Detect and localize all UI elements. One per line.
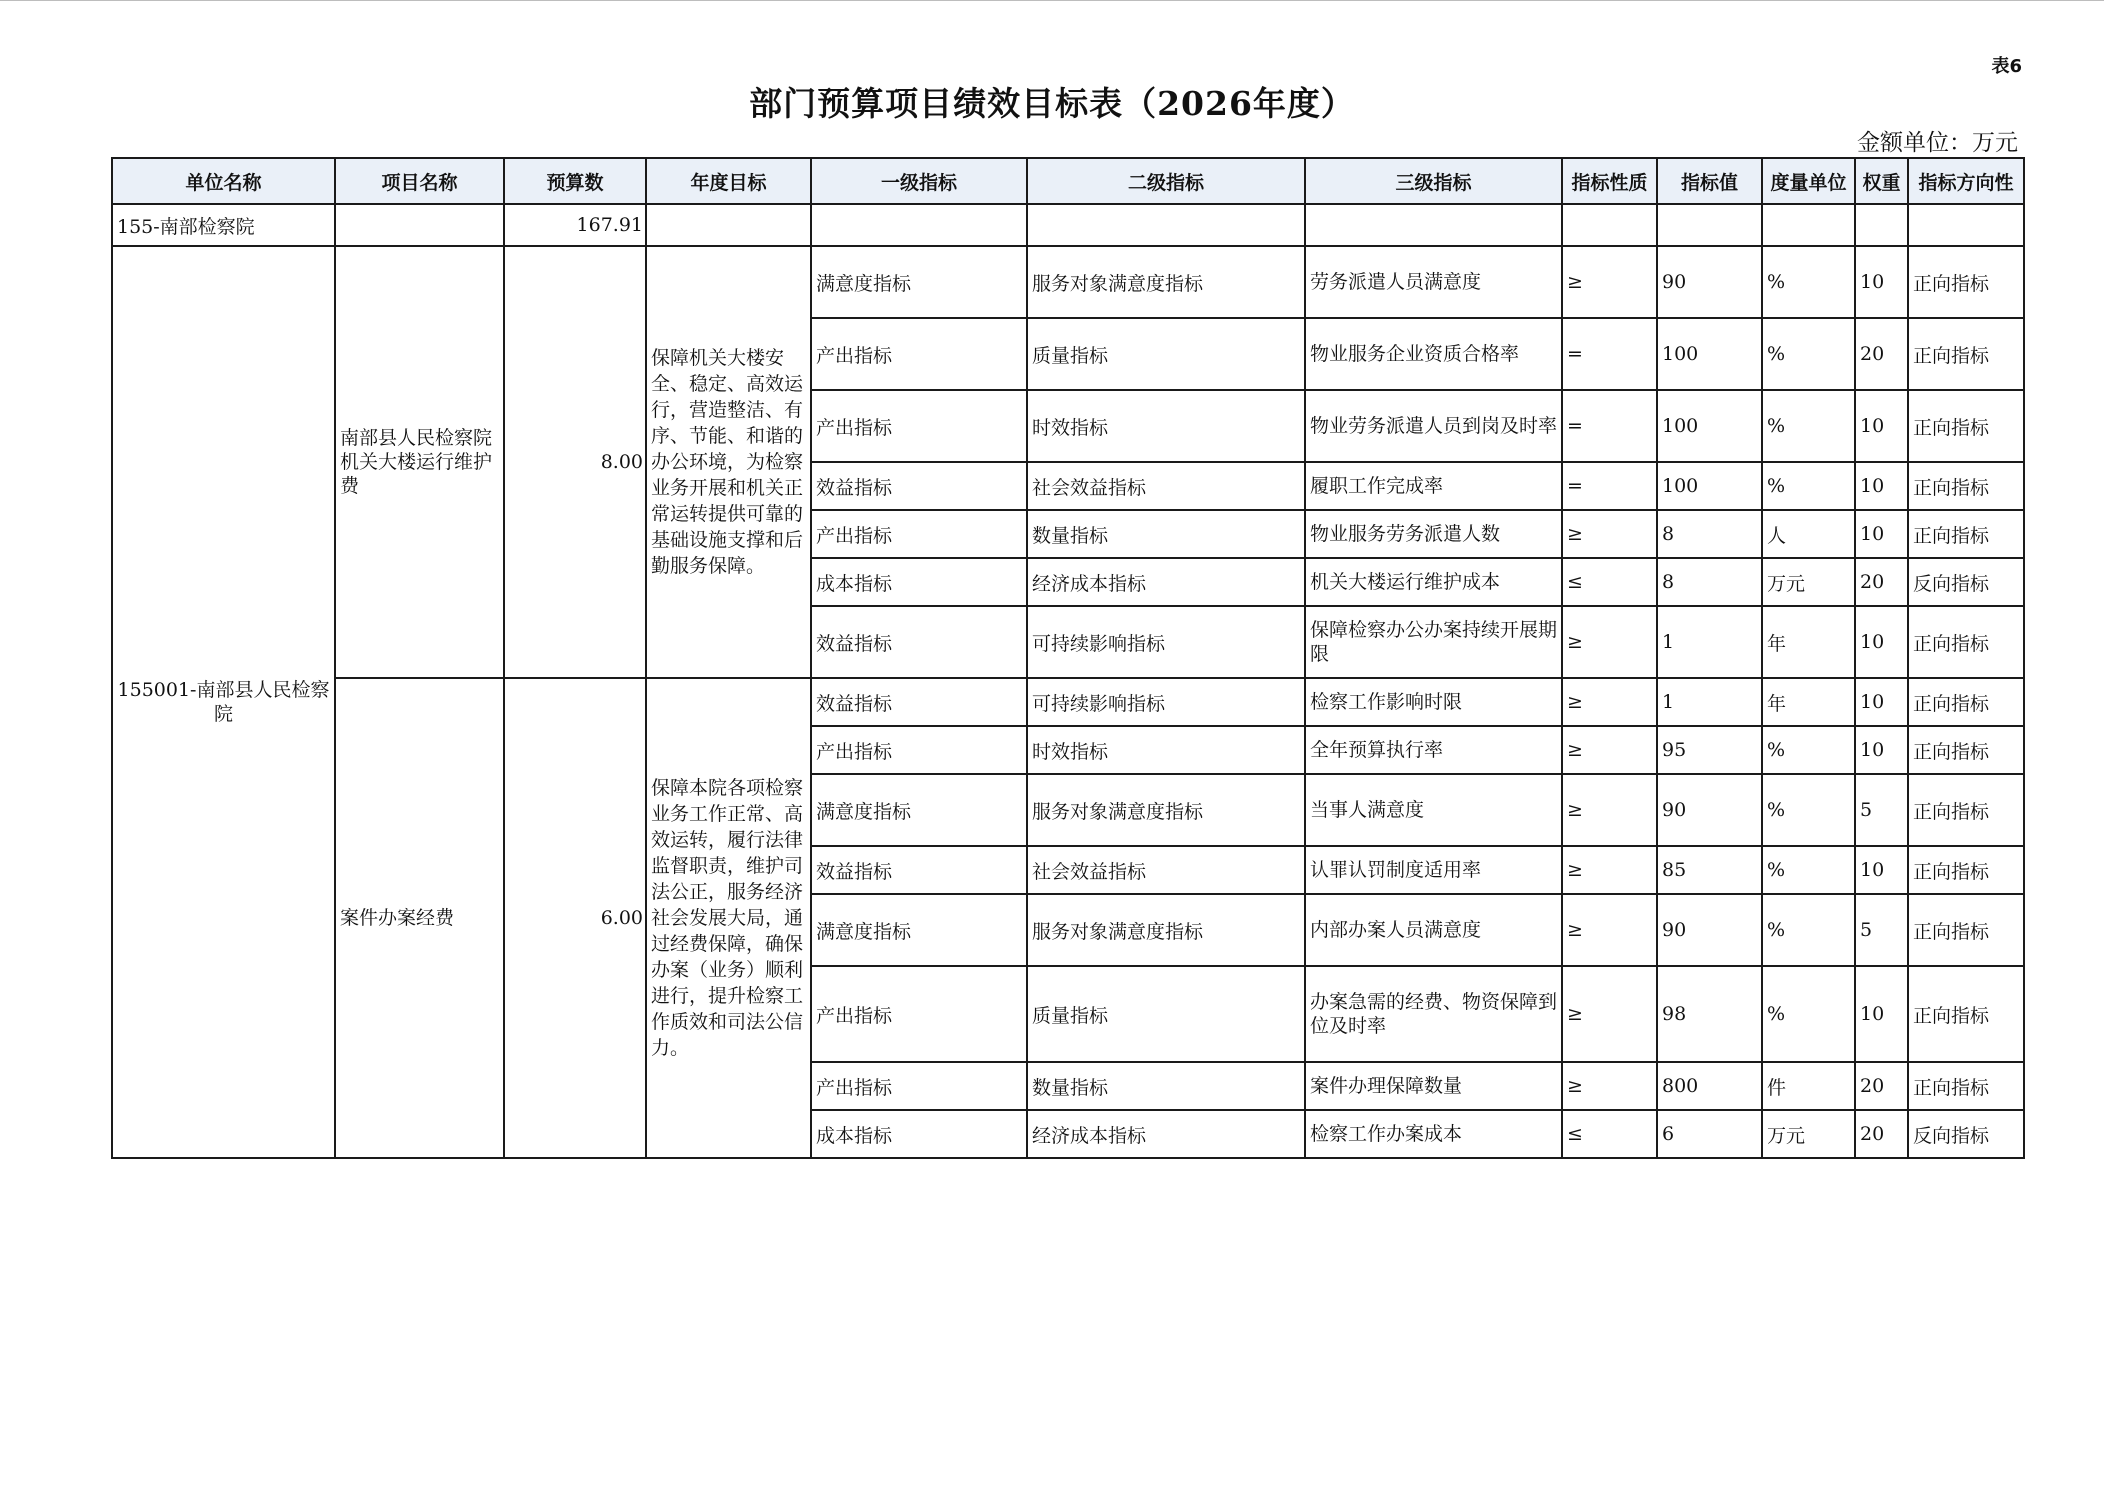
page-top-rule [0, 0, 2104, 1]
level3-indicator: 检察工作办案成本 [1305, 1110, 1562, 1158]
indicator-value: 85 [1657, 846, 1762, 894]
indicator-value: 8 [1657, 558, 1762, 606]
indicator-direction: 正向指标 [1908, 318, 2024, 390]
level2-indicator: 质量指标 [1027, 966, 1305, 1062]
indicator-nature: ≥ [1562, 510, 1657, 558]
indicator-nature: ≥ [1562, 726, 1657, 774]
indicator-nature: ≥ [1562, 846, 1657, 894]
header-unit-name: 单位名称 [112, 158, 335, 204]
indicator-weight: 10 [1855, 390, 1908, 462]
indicator-direction: 正向指标 [1908, 966, 2024, 1062]
indicator-weight: 20 [1855, 1062, 1908, 1110]
indicator-nature: ≥ [1562, 966, 1657, 1062]
indicator-value: 1 [1657, 606, 1762, 678]
indicator-direction: 正向指标 [1908, 246, 2024, 318]
level1-indicator: 成本指标 [811, 1110, 1027, 1158]
indicator-direction: 反向指标 [1908, 1110, 2024, 1158]
measure-unit: 件 [1762, 1062, 1855, 1110]
level2-indicator: 服务对象满意度指标 [1027, 774, 1305, 846]
indicator-direction: 正向指标 [1908, 606, 2024, 678]
indicator-value: 90 [1657, 894, 1762, 966]
level2-indicator: 可持续影响指标 [1027, 678, 1305, 726]
header-level1: 一级指标 [811, 158, 1027, 204]
measure-unit: % [1762, 966, 1855, 1062]
level3-indicator: 内部办案人员满意度 [1305, 894, 1562, 966]
measure-unit: % [1762, 246, 1855, 318]
indicator-row [112, 246, 2024, 318]
measure-unit: 万元 [1762, 558, 1855, 606]
indicator-value: 95 [1657, 726, 1762, 774]
measure-unit: 年 [1762, 606, 1855, 678]
header-value: 指标值 [1657, 158, 1762, 204]
level1-indicator: 产出指标 [811, 390, 1027, 462]
indicator-direction: 反向指标 [1908, 558, 2024, 606]
level2-indicator: 时效指标 [1027, 726, 1305, 774]
indicator-nature: ≤ [1562, 1110, 1657, 1158]
indicator-direction: 正向指标 [1908, 678, 2024, 726]
level3-indicator: 认罪认罚制度适用率 [1305, 846, 1562, 894]
level1-indicator: 产出指标 [811, 966, 1027, 1062]
measure-unit: % [1762, 846, 1855, 894]
level2-indicator: 社会效益指标 [1027, 846, 1305, 894]
indicator-nature: = [1562, 390, 1657, 462]
page-title: 部门预算项目绩效目标表（2026年度） [749, 84, 1355, 123]
indicator-nature: = [1562, 318, 1657, 390]
level2-indicator: 社会效益指标 [1027, 462, 1305, 510]
level1-indicator: 效益指标 [811, 678, 1027, 726]
indicator-weight: 5 [1855, 894, 1908, 966]
measure-unit: % [1762, 318, 1855, 390]
indicator-direction: 正向指标 [1908, 1062, 2024, 1110]
level1-indicator: 效益指标 [811, 462, 1027, 510]
indicator-weight: 20 [1855, 318, 1908, 390]
header-level2: 二级指标 [1027, 158, 1305, 204]
project-budget: 6.00 [504, 678, 646, 1158]
indicator-value: 100 [1657, 390, 1762, 462]
level2-indicator: 数量指标 [1027, 1062, 1305, 1110]
level1-indicator: 产出指标 [811, 726, 1027, 774]
level2-indicator: 质量指标 [1027, 318, 1305, 390]
indicator-nature: ≥ [1562, 606, 1657, 678]
indicator-value: 100 [1657, 318, 1762, 390]
indicator-weight: 10 [1855, 726, 1908, 774]
level3-indicator: 案件办理保障数量 [1305, 1062, 1562, 1110]
level1-indicator: 满意度指标 [811, 246, 1027, 318]
level2-indicator: 数量指标 [1027, 510, 1305, 558]
indicator-row [112, 678, 2024, 726]
summary-row [112, 204, 2024, 246]
indicator-nature: ≤ [1562, 558, 1657, 606]
level2-indicator: 可持续影响指标 [1027, 606, 1305, 678]
indicator-direction: 正向指标 [1908, 774, 2024, 846]
indicator-nature: ≥ [1562, 1062, 1657, 1110]
measure-unit: % [1762, 726, 1855, 774]
indicator-weight: 10 [1855, 510, 1908, 558]
indicator-value: 1 [1657, 678, 1762, 726]
level3-indicator: 物业劳务派遣人员到岗及时率 [1305, 390, 1562, 462]
project-name: 南部县人民检察院机关大楼运行维护费 [335, 246, 504, 678]
header-direction: 指标方向性 [1908, 158, 2024, 204]
indicator-value: 800 [1657, 1062, 1762, 1110]
measure-unit: % [1762, 894, 1855, 966]
indicator-weight: 10 [1855, 462, 1908, 510]
level1-indicator: 成本指标 [811, 558, 1027, 606]
header-budget: 预算数 [504, 158, 646, 204]
level2-indicator: 经济成本指标 [1027, 1110, 1305, 1158]
header-measure: 度量单位 [1762, 158, 1855, 204]
header-nature: 指标性质 [1562, 158, 1657, 204]
level3-indicator: 保障检察办公办案持续开展期限 [1305, 606, 1562, 678]
level3-indicator: 劳务派遣人员满意度 [1305, 246, 1562, 318]
level1-indicator: 产出指标 [811, 318, 1027, 390]
level1-indicator: 产出指标 [811, 510, 1027, 558]
indicator-nature: ≥ [1562, 678, 1657, 726]
indicator-nature: ≥ [1562, 774, 1657, 846]
project-target: 保障机关大楼安全、稳定、高效运行，营造整洁、有序、节能、和谐的办公环境，为检察业务开展和机关正常运转提供可靠的基础设施支撑和后勤服务保障。 [646, 246, 811, 678]
project-target: 保障本院各项检察业务工作正常、高效运转，履行法律监督职责，维护司法公正，服务经济社会发展大局，通过经费保障，确保办案（业务）顺利进行，提升检察工作质效和司法公信力。 [646, 678, 811, 1158]
indicator-value: 100 [1657, 462, 1762, 510]
level1-indicator: 效益指标 [811, 606, 1027, 678]
indicator-direction: 正向指标 [1908, 846, 2024, 894]
indicator-nature: ≥ [1562, 894, 1657, 966]
summary-unit-name: 155-南部检察院 [112, 204, 335, 246]
level1-indicator: 产出指标 [811, 1062, 1027, 1110]
header-project-name: 项目名称 [335, 158, 504, 204]
level2-indicator: 服务对象满意度指标 [1027, 894, 1305, 966]
indicator-weight: 20 [1855, 1110, 1908, 1158]
indicator-nature: ≥ [1562, 246, 1657, 318]
indicator-weight: 10 [1855, 246, 1908, 318]
measure-unit: 万元 [1762, 1110, 1855, 1158]
indicator-value: 6 [1657, 1110, 1762, 1158]
indicator-weight: 5 [1855, 774, 1908, 846]
level3-indicator: 物业服务劳务派遣人数 [1305, 510, 1562, 558]
indicator-direction: 正向指标 [1908, 462, 2024, 510]
indicator-weight: 10 [1855, 846, 1908, 894]
indicator-value: 90 [1657, 246, 1762, 318]
amount-unit: 金额单位：万元 [1857, 130, 2018, 156]
level1-indicator: 满意度指标 [811, 894, 1027, 966]
indicator-weight: 10 [1855, 606, 1908, 678]
measure-unit: % [1762, 462, 1855, 510]
header-annual-target: 年度目标 [646, 158, 811, 204]
indicator-value: 8 [1657, 510, 1762, 558]
summary-budget: 167.91 [504, 204, 646, 246]
measure-unit: 年 [1762, 678, 1855, 726]
project-budget: 8.00 [504, 246, 646, 678]
level3-indicator: 物业服务企业资质合格率 [1305, 318, 1562, 390]
sub-unit-name: 155001-南部县人民检察院 [112, 246, 335, 1158]
measure-unit: 人 [1762, 510, 1855, 558]
level2-indicator: 时效指标 [1027, 390, 1305, 462]
level3-indicator: 全年预算执行率 [1305, 726, 1562, 774]
indicator-direction: 正向指标 [1908, 390, 2024, 462]
level3-indicator: 检察工作影响时限 [1305, 678, 1562, 726]
header-level3: 三级指标 [1305, 158, 1562, 204]
project-name: 案件办案经费 [335, 678, 504, 1158]
indicator-direction: 正向指标 [1908, 510, 2024, 558]
indicator-weight: 10 [1855, 966, 1908, 1062]
header-row [112, 158, 2024, 204]
measure-unit: % [1762, 390, 1855, 462]
indicator-weight: 10 [1855, 678, 1908, 726]
level1-indicator: 效益指标 [811, 846, 1027, 894]
measure-unit: % [1762, 774, 1855, 846]
level2-indicator: 经济成本指标 [1027, 558, 1305, 606]
level3-indicator: 履职工作完成率 [1305, 462, 1562, 510]
table-number: 表6 [1991, 56, 2022, 77]
header-weight: 权重 [1855, 158, 1908, 204]
indicator-weight: 20 [1855, 558, 1908, 606]
indicator-direction: 正向指标 [1908, 726, 2024, 774]
performance-target-table [111, 157, 2025, 1159]
level3-indicator: 机关大楼运行维护成本 [1305, 558, 1562, 606]
level1-indicator: 满意度指标 [811, 774, 1027, 846]
indicator-value: 98 [1657, 966, 1762, 1062]
level2-indicator: 服务对象满意度指标 [1027, 246, 1305, 318]
level3-indicator: 办案急需的经费、物资保障到位及时率 [1305, 966, 1562, 1062]
indicator-direction: 正向指标 [1908, 894, 2024, 966]
indicator-nature: = [1562, 462, 1657, 510]
indicator-value: 90 [1657, 774, 1762, 846]
level3-indicator: 当事人满意度 [1305, 774, 1562, 846]
